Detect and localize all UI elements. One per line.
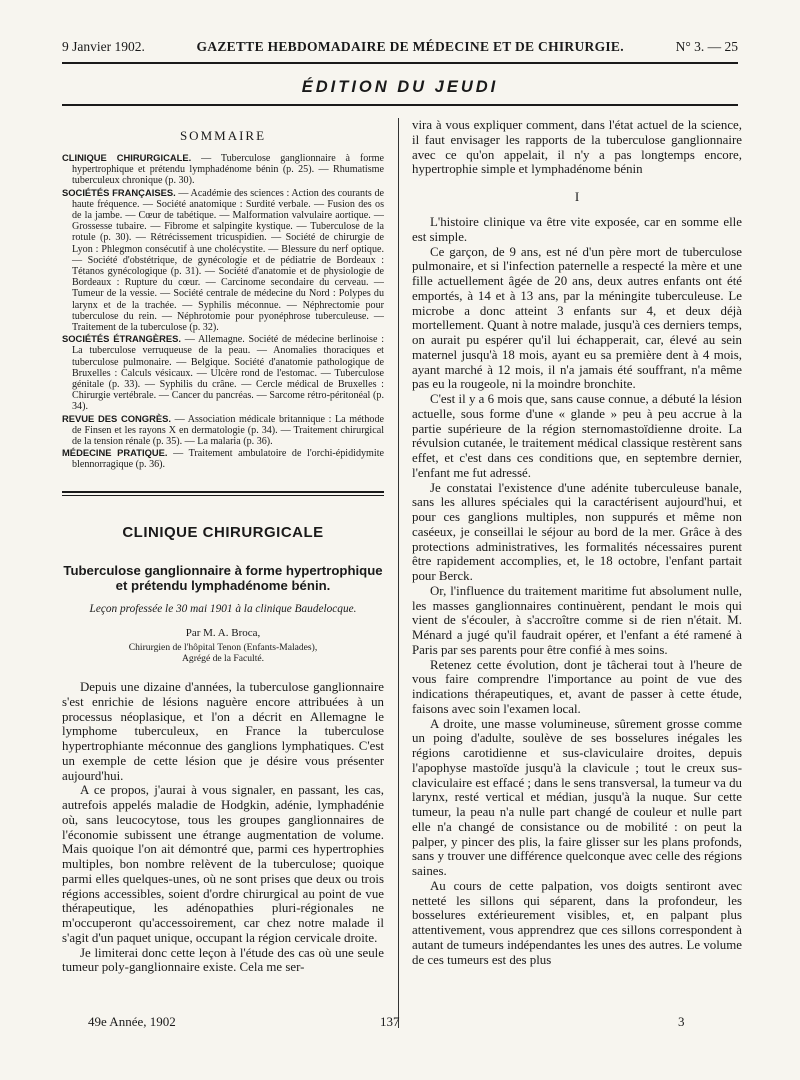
author-line: Par M. A. Broca, <box>185 626 261 639</box>
sommaire-text: — Traitement ambulatoire de l'orchi-épididymite blennorragique (p. 36). <box>72 448 384 471</box>
column-divider <box>398 118 399 1028</box>
paragraph: Au cours de cette palpation, vos doigts sentiront avec netteté les sillons qui séparent, dans la profondeur, les bosselures extérieurement visibles, et, en palpant plus attentivement, vous apprendrez que ces sillons correspondent à autant de tumeurs indépendantes les unes des autres. Le volume de ces tumeurs est des plus <box>412 878 742 967</box>
paragraph: C'est il y a 6 mois que, sans cause connue, a débuté la lésion actuelle, sous forme d'une « glande » peu à peu accrue à la partie supérieure de la région sternomastoïdienne droite. La révulsion cutanée, le traitement médical classique restèrent sans effet, et c'est dans ces conditions que, en septembre dernier, l'enfant me fut adressé. <box>412 392 742 480</box>
affiliation-line: Chirurgien de l'hôpital Tenon (Enfants-Malades), <box>128 641 318 653</box>
sommaire-list <box>62 152 384 471</box>
sommaire-entry <box>62 447 384 471</box>
sommaire-heading: SOCIÉTÉS ÉTRANGÈRES. <box>62 333 181 345</box>
right-column <box>412 118 742 1018</box>
affiliation-line: Agrégé de la Faculté. <box>181 652 265 664</box>
issue-date: 9 Janvier 1902. <box>62 39 145 54</box>
paragraph: Depuis une dizaine d'années, la tuberculose ganglionnaire s'est enrichie de lésions naguère encore attribuées à un processus néoplasique, et l'on a décrit en Allemagne le lymphome tuberculeux, en France la tuberculose hypertrophiante méconnue des ganglions lymphatiques. C'est un exemple de cette lésion que je désire vous présenter aujourd'hui. <box>62 680 384 783</box>
paragraph: A droite, une masse volumineuse, sûrement grosse comme un poing d'adulte, soulève de ses bosselures inégales les régions carotidienne et sus-claviculaire droites, depuis l'apophyse mastoïde jusqu'à la clavicule ; tout le creux sus-claviculaire est effacé ; dans le sens transversal, la tumeur va du larynx, resté vertical et médian, jusqu'à la nuque. Sur cette tumeur, la peau n'a nulle part changé de couleur et nulle part elle n'a changé de consistance ou de mobilité : on peut la palper, y pincer des plis, la faire glisser sur les plans profonds, sans y trouver une différence quelconque avec celle des régions saines. <box>412 716 742 878</box>
left-column <box>62 118 384 1018</box>
footer-issue: 3 <box>678 1014 685 1029</box>
sommaire-heading: REVUE DES CONGRÈS. <box>62 412 171 424</box>
journal-title: GAZETTE HEBDOMADAIRE DE MÉDECINE ET DE CHIRURGIE. <box>196 39 624 54</box>
sommaire-text: — Allemagne. Société de médecine berlinoise : La tuberculose verruqueuse de la peau. — Anomalies thoraciques et tuberculose pulmonaire. — Belgique. Société d'anatomie pathologique de Bruxelles : Calculs vésicaux. — Ulcère rond de l'estomac. — Tuberculose génitale (p. 33). — Syphilis du crâne. — Cercle médical de Bruxelles : Chirurgie vertébrale. — Cancer du pancréas. — Sarcome rétro-péritonéal (p. 34). <box>72 334 384 413</box>
sommaire-title: SOMMAIRE <box>179 128 267 143</box>
section-rule <box>62 491 384 493</box>
section-heading: CLINIQUE CHIRURGICALE <box>122 523 324 541</box>
sommaire-text: — Tuberculose ganglionnaire à forme hypertrophique et prétendu lymphadénome bénin (p. 25). — Rhumatisme tuberculeux chronique (p. 30). <box>72 153 384 187</box>
paragraph: Je constatai l'existence d'une adénite tuberculeuse banale, sans les allures spéciales qui la caractérisent aujourd'hui, et pour ces ganglions multiples, non suppurés et même non caséeux, je conseillai le séjour au bord de la mer. Grâce à des protections administratives, les formalités nécessaires purent être rapidement accomplies, et, le 18 octobre, l'enfant partait pour Berck. <box>412 480 742 583</box>
sommaire-text: — Académie des sciences : Action des courants de haute fréquence. — Société anatomique : Surdité verbale. — Fusion des os de la jambe. — Cœur de tabétique. — Malformation valvulaire aortique. — Grossesse tubaire. — Fibrome et salpingite kystique. — Tuberculose de la rotule (p. 30). — Rétrécissement tricuspidien. — Société de chirurgie de Lyon : Phlegmon consécutif à une cholécystite. — Blessure du nerf optique. — Société d'obstétrique, de gynécologie et de pédiatrie de Bordeaux : Tétanos gynécologique (p. 31). — Société d'anatomie et de physiologie de Bordeaux : Rupture du cœur. — Carcinome secondaire du cerveau. — Tumeur de la vessie. — Société centrale de médecine du Nord : Polypes du larynx et de la trachée. — Syphilis méconnue. — Néphrectomie pour tuberculose du rein. — Néphrotomie pour pyonéphrose tuberculeuse. — Traitement de la tuberculose (p. 32). <box>72 187 384 334</box>
sommaire-heading: SOCIÉTÉS FRANÇAISES. <box>62 186 176 198</box>
paragraph: A ce propos, j'aurai à vous signaler, en passant, les cas, autrefois appelés maladie de Hodgkin, adénie, lymphadénie où, sans leucocytose, tous les groupes ganglionnaires de l'économie subissent une étrange augmentation de volume. Mais quoique l'on ait démontré que, parmi ces hypertrophies multiples, bon nombre relèvent de la tuberculose; quoique parmi elles quelques-unes, où ne sont prises que deux ou trois régions accessibles, soient d'ordre chirurgical au point de vue thérapeutique, les adénopathies pluri-régionales ne m'occuperont qu'accessoirement, car chez notre malade il s'agit d'un paquet unique, occupant la région cervicale droite. <box>62 783 384 945</box>
paragraph: Retenez cette évolution, dont je tâcherai tout à l'heure de vous faire comprendre l'importance au point de vue des indications thérapeutiques, et, avant de passer à cette étude, faisons avec soin l'examen local. <box>412 657 742 716</box>
running-header <box>62 38 738 56</box>
sommaire-heading: MÉDECINE PRATIQUE. <box>62 447 168 459</box>
sommaire-heading: CLINIQUE CHIRURGICALE. <box>62 152 192 163</box>
author-affiliation <box>62 642 384 664</box>
header-rule <box>62 62 738 64</box>
edition-banner: ÉDITION DU JEUDI <box>301 78 499 96</box>
sommaire-entry <box>62 412 384 448</box>
lecture-note: Leçon professée le 30 mai 1901 à la clinique Baudelocque. <box>89 602 357 615</box>
paragraph: Je limiterai donc cette leçon à l'étude des cas où une seule tumeur poly-ganglionnaire existe. Cela me ser- <box>62 945 384 975</box>
footer-page: 137 <box>380 1014 400 1029</box>
footer-year: 49e Année, 1902 <box>88 1014 176 1029</box>
edition-rule <box>62 104 738 106</box>
paragraph: L'histoire clinique va être vite exposée, car en somme elle est simple. <box>412 215 742 244</box>
sommaire-entry <box>62 186 384 334</box>
paragraph: Or, l'influence du traitement maritime fut absolument nulle, les masses ganglionnaires continuèrent, pendant le mois qui vient de s'écouler, à s'accroître comme si de rien n'était. M. Ménard a jugé qu'il faudrait opérer, et l'enfant a été ramené à Paris par ses parents pour être confié à mes soins. <box>412 583 742 657</box>
chapter-numeral: I <box>574 189 580 204</box>
issue-number: N° 3. — 25 <box>675 39 738 54</box>
sommaire-entry <box>62 333 384 413</box>
sommaire-text: — Association médicale britannique : La méthode de Finsen et les rayons X en dermatologie (p. 34). — Traitement chirurgical de la tension rénale (p. 35). — La malaria (p. 36). <box>72 413 384 448</box>
paragraph-continued: vira à vous expliquer comment, dans l'état actuel de la science, il faut envisager les rapports de la tuberculose ganglionnaire avec ce qu'on appelait, il n'y a pas longtemps encore, hypertrophie simple et lymphadénome bénin <box>412 118 742 177</box>
sommaire-entry <box>62 152 384 187</box>
article-title: Tuberculose ganglionnaire à forme hypertrophique et prétendu lymphadénome bénin. <box>63 562 383 594</box>
paragraph: Ce garçon, de 9 ans, est né d'un père mort de tuberculose pulmonaire, et si l'infection paternelle a respecté la mère et une fille actuellement âgée de 20 ans, deux autres enfants ont été emportés, à 14 et à 13 ans, par la méningite tuberculeuse. Le microbe a donc atteint 3 enfants sur 4, et deux déjà mortellement. Quant à notre malade, jusqu'à ces derniers temps, on aurait pu espérer qu'il lui échapperait, car, élevé au sein maternel jusqu'à 18 mois, ayant eu sa première dent à 4 mois, ayant marché à 12 mois, il n'a jamais été souffrant, n'a même pas eu la rougeole, ni la moindre bronchite. <box>412 244 742 392</box>
section-rule-thin <box>62 495 384 496</box>
